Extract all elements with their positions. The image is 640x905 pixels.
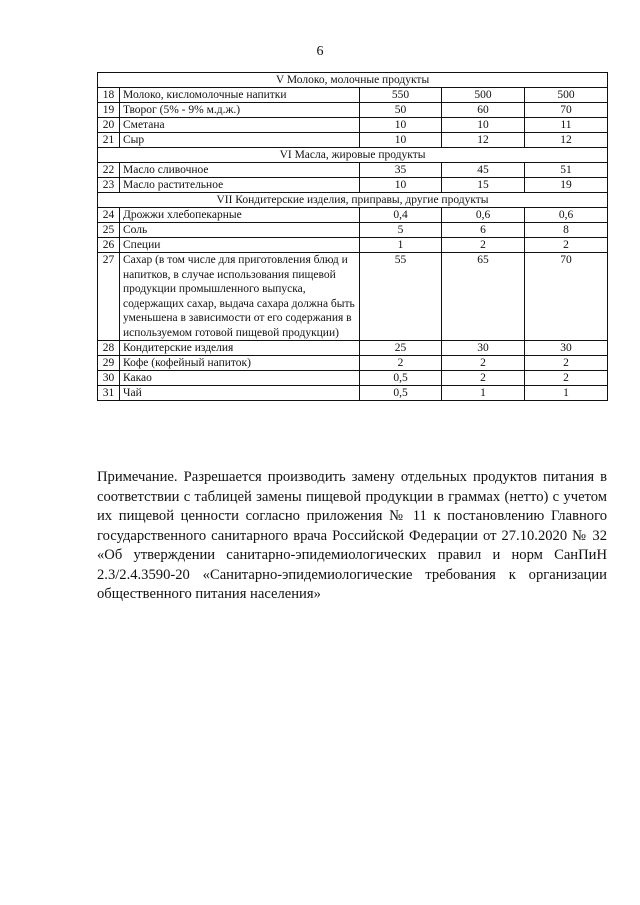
product-name: Молоко, кисломолочные напитки xyxy=(120,88,360,103)
value-cell: 2 xyxy=(442,356,525,371)
table-row xyxy=(98,238,608,253)
value-cell: 12 xyxy=(525,133,608,148)
table-row xyxy=(98,341,608,356)
value-cell: 10 xyxy=(442,118,525,133)
value-cell: 55 xyxy=(360,253,442,341)
value-cell: 30 xyxy=(525,341,608,356)
section-title: V Молоко, молочные продукты xyxy=(98,73,608,88)
value-cell: 0,4 xyxy=(360,208,442,223)
value-cell: 500 xyxy=(442,88,525,103)
value-cell: 19 xyxy=(525,178,608,193)
product-name: Масло растительное xyxy=(120,178,360,193)
value-cell: 2 xyxy=(525,356,608,371)
section-title: VII Кондитерские изделия, приправы, другие продукты xyxy=(98,193,608,208)
value-cell: 70 xyxy=(525,103,608,118)
page-number: 6 xyxy=(316,44,324,59)
value-cell: 2 xyxy=(442,371,525,386)
value-cell: 500 xyxy=(525,88,608,103)
value-cell: 30 xyxy=(442,341,525,356)
value-cell: 10 xyxy=(360,133,442,148)
row-number: 31 xyxy=(98,386,120,401)
table-row xyxy=(98,178,608,193)
table-row xyxy=(98,356,608,371)
product-name: Творог (5% - 9% м.д.ж.) xyxy=(120,103,360,118)
section-header-row xyxy=(98,148,608,163)
note-paragraph: Примечание. Разрешается производить замену отдельных продуктов питания в соответствии с таблицей замены пищевой продукции в граммах (нетто) с учетом их пищевой ценности согласно приложения № 11 к постановлению Главного государственного санитарного врача Российской Федерации от 27.10.2020 № 32 «Об утверждении санитарно-эпидемиологических правил и норм СанПиН 2.3/2.4.3590-20 «Санитарно-эпидемиологические требования к организации общественного питания населения» xyxy=(97,469,607,602)
value-cell: 2 xyxy=(525,371,608,386)
value-cell: 2 xyxy=(525,238,608,253)
product-name: Дрожжи хлебопекарные xyxy=(120,208,360,223)
value-cell: 0,5 xyxy=(360,371,442,386)
row-number: 28 xyxy=(98,341,120,356)
value-cell: 8 xyxy=(525,223,608,238)
table-row xyxy=(98,223,608,238)
value-cell: 45 xyxy=(442,163,525,178)
row-number: 20 xyxy=(98,118,120,133)
value-cell: 50 xyxy=(360,103,442,118)
product-name: Чай xyxy=(120,386,360,401)
table-row xyxy=(98,88,608,103)
product-name: Специи xyxy=(120,238,360,253)
value-cell: 10 xyxy=(360,118,442,133)
value-cell: 51 xyxy=(525,163,608,178)
value-cell: 11 xyxy=(525,118,608,133)
table-row xyxy=(98,371,608,386)
value-cell: 60 xyxy=(442,103,525,118)
value-cell: 65 xyxy=(442,253,525,341)
value-cell: 35 xyxy=(360,163,442,178)
row-number: 18 xyxy=(98,88,120,103)
value-cell: 2 xyxy=(442,238,525,253)
value-cell: 15 xyxy=(442,178,525,193)
value-cell: 12 xyxy=(442,133,525,148)
product-name: Соль xyxy=(120,223,360,238)
row-number: 30 xyxy=(98,371,120,386)
value-cell: 550 xyxy=(360,88,442,103)
product-name: Сметана xyxy=(120,118,360,133)
product-name: Какао xyxy=(120,371,360,386)
section-header-row xyxy=(98,193,608,208)
table-row xyxy=(98,253,608,341)
section-header-row xyxy=(98,73,608,88)
product-name: Масло сливочное xyxy=(120,163,360,178)
value-cell: 25 xyxy=(360,341,442,356)
table-row xyxy=(98,163,608,178)
value-cell: 10 xyxy=(360,178,442,193)
row-number: 22 xyxy=(98,163,120,178)
section-title: VI Масла, жировые продукты xyxy=(98,148,608,163)
value-cell: 1 xyxy=(360,238,442,253)
row-number: 23 xyxy=(98,178,120,193)
product-name: Кофе (кофейный напиток) xyxy=(120,356,360,371)
value-cell: 6 xyxy=(442,223,525,238)
value-cell: 0,6 xyxy=(525,208,608,223)
value-cell: 1 xyxy=(525,386,608,401)
table-row xyxy=(98,118,608,133)
row-number: 24 xyxy=(98,208,120,223)
table-row xyxy=(98,208,608,223)
value-cell: 0,5 xyxy=(360,386,442,401)
row-number: 21 xyxy=(98,133,120,148)
table-row xyxy=(98,386,608,401)
product-name: Сахар (в том числе для приготовления блюд и напитков, в случае использования пищевой продукции промышленного выпуска, содержащих сахар, выдача сахара должна быть уменьшена в зависимости от его содержания в используемом готовой пищевой продукции) xyxy=(120,253,360,341)
product-name: Сыр xyxy=(120,133,360,148)
value-cell: 1 xyxy=(442,386,525,401)
row-number: 19 xyxy=(98,103,120,118)
value-cell: 5 xyxy=(360,223,442,238)
row-number: 25 xyxy=(98,223,120,238)
food-norms-table xyxy=(97,72,608,401)
row-number: 27 xyxy=(98,253,120,341)
table-row xyxy=(98,103,608,118)
value-cell: 0,6 xyxy=(442,208,525,223)
value-cell: 2 xyxy=(360,356,442,371)
table-row xyxy=(98,133,608,148)
row-number: 29 xyxy=(98,356,120,371)
product-name: Кондитерские изделия xyxy=(120,341,360,356)
row-number: 26 xyxy=(98,238,120,253)
value-cell: 70 xyxy=(525,253,608,341)
